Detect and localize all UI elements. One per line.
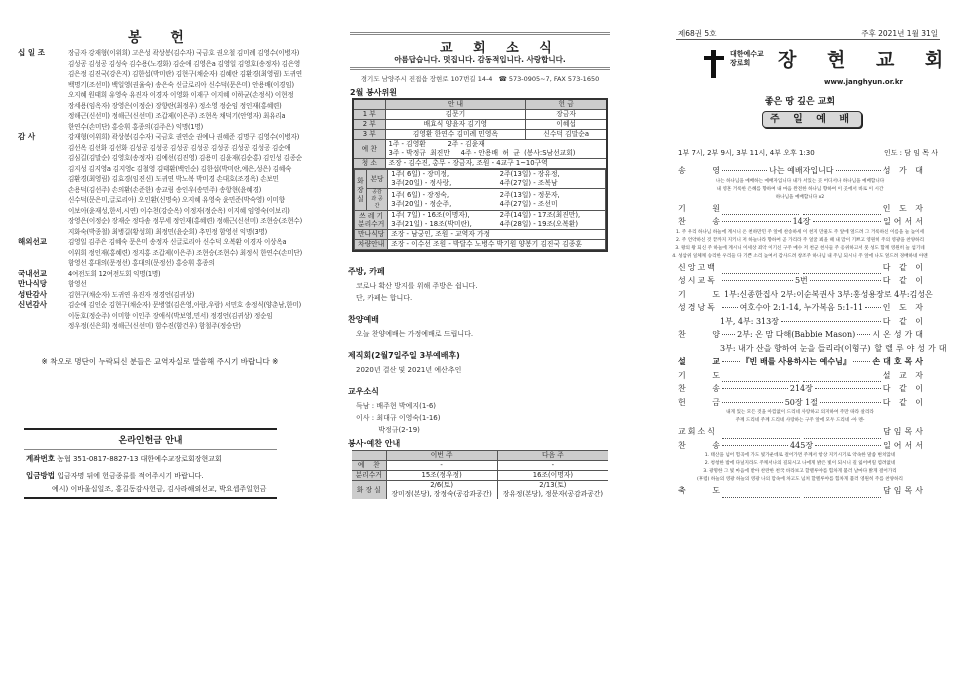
servers-title: 2월 봉사위원 <box>350 88 397 97</box>
row-value: 신수덕 김말순a <box>526 130 607 140</box>
servers-table <box>352 98 608 252</box>
order-person: 시온성가대 <box>872 330 926 339</box>
col-this-week: 이번 주 <box>386 451 497 461</box>
space-label: 공감과 공간 <box>366 189 387 211</box>
leader-dots <box>810 280 881 281</box>
name-line: 김현구(채순자) 도귀연 유진자 정경언(김귀상) <box>68 290 195 299</box>
order-item <box>678 369 926 383</box>
name-line: 김순애 김인순 김현구(채순자) 문병열(김은영,아람,우람) 서민호 송정식(양춘남,한미) <box>68 301 301 309</box>
order-item <box>678 396 926 410</box>
name-line: 한연수(손미단) 홍승휘 홍종의(김주은) 익명(1명) <box>68 122 203 131</box>
name-line: 장세용(임옥자) 장영은(이정순) 장향란(최정우) 정소영 정순임 정인재(홍혜련) <box>68 101 282 110</box>
name-line: 4여전도회 12여전도회 익명(1명) <box>68 269 161 278</box>
lyrics-line: 4. 성삼위 일체께 승리한 우리들 다 기쁜 소리 높여서 감사드려 창조주 하나님 내 주님 되시니 주 앞에 나도 엎드려 경배하네 아멘 <box>672 253 928 259</box>
order-content <box>720 497 883 498</box>
name-line: 김성공 김성공 김성숙 김수용(노경화) 김순애 김영은a 김영일 김영호(송정자) 김은영 <box>68 59 301 68</box>
name-line: 정해근(신선미) 정해근(신선미) 조갑제(이은주) 조현옥 채덕기(안영자) 최유리a <box>68 112 286 120</box>
yechan-label: 예 찬 <box>353 140 385 159</box>
offering-section <box>18 132 318 237</box>
table-row <box>352 471 608 481</box>
news-title: 교 회 소 식 <box>440 41 560 56</box>
order-person: 담임목사 <box>883 427 926 436</box>
order-label: 기 원 <box>678 203 720 213</box>
motto: 좋은 땅 깊은 교회 <box>764 97 836 107</box>
trash-duty: 3주(21일) - 18조(박미란), <box>391 220 472 228</box>
name-line: 김영일 김주은 김혜숙 문은미 송정자 신글로리아 신수덕 오복환 이경자 이상옥a <box>68 238 287 246</box>
order-person: 인 도 자 <box>882 303 926 312</box>
row-value: 배효식 양윤자 김기영 <box>385 120 526 130</box>
order-item <box>678 315 926 329</box>
online-offering-title: 온라인헌금 안내 <box>24 430 277 450</box>
order-label: 찬 송 <box>678 217 720 226</box>
row-label: 예 찬 <box>352 461 386 471</box>
row-value: - <box>386 461 497 471</box>
order-text: 5번 <box>794 276 808 285</box>
order-item <box>678 328 926 342</box>
trash-duty: 1주( 7일) - 16조(이명자), <box>391 211 470 219</box>
manna-value: 조장 - 남궁인, 조원 - 교역자 가정 <box>388 230 606 240</box>
leader-dots <box>781 321 881 322</box>
omission-notice: ※ 착오로 명단이 누락되신 분들은 교역자실로 말씀해 주시기 바랍니다 ※ <box>41 357 279 366</box>
lyrics-line: 하나님을 예배합니다 x2 <box>775 194 825 200</box>
order-label: 찬 양 <box>678 330 720 339</box>
order-content <box>720 215 883 229</box>
news-line: 박정규(2-19) <box>356 426 420 434</box>
lyrics-line: 1. 주 우리 하나님 하늘에 계시니 온 천하만민 주 앞에 찬송하세 이 천지 만물도 주 앞에 엎드려 그 거룩하신 이름을 늘 높이세 <box>675 229 925 235</box>
offering-section <box>18 269 318 280</box>
order-text: 445장 <box>790 440 814 450</box>
leader-dots <box>820 402 881 403</box>
toilet-duty: 2주(13일) - 정문자, <box>499 190 560 199</box>
leader-dots <box>722 402 783 403</box>
method-example: 예시) 이바울십일조, 홍길동감사헌금, 김사라해외선교, 박요셉주일헌금 <box>52 485 267 493</box>
corner-cell <box>353 99 385 110</box>
section-label: 감 사 <box>18 132 36 141</box>
section-names <box>68 132 318 237</box>
order-person: 일어서서 <box>883 217 926 226</box>
order-item <box>678 261 926 275</box>
trash-duty: 2주(14일) - 17조(최진만), <box>499 211 581 219</box>
toilet-duty: 1주( 6일) - 장미정, <box>391 170 450 178</box>
section-label: 신년감사 <box>18 300 47 309</box>
order-text: 2부: 온 맘 다해(Babbie Mason) <box>737 330 856 339</box>
phone: ☎ 573-0905~7, FAX 573-1650 <box>498 75 600 83</box>
toilet-duty: 1주( 6일) - 장정숙, <box>391 190 450 199</box>
order-label: 교회소식 <box>678 427 717 436</box>
row-value: 김영환 한연수 김미례 민영옥 <box>385 130 526 140</box>
order-person: 손대호목사 <box>872 356 926 366</box>
leader-dots <box>722 334 735 335</box>
order-person: 다 같 이 <box>882 262 926 272</box>
toilet-duty: 3주(20일) - 정순주, <box>391 199 452 208</box>
order-item <box>678 215 926 229</box>
service-banner: 주 일 예 배 <box>762 111 862 128</box>
order-content <box>720 315 883 329</box>
account-label: 계좌번호 <box>26 454 55 463</box>
method-label: 입금방법 <box>26 471 55 480</box>
name-line: 손용덕(김선주) 손의환(손준한) 송교림 송인우(송민주) 송항현(윤혜경) <box>68 185 262 194</box>
account-number: 농협 351-0817-8827-13 대한예수교장로회장현교회 <box>57 455 222 463</box>
section-names <box>68 279 318 290</box>
order-text: 14장 <box>792 217 811 226</box>
denomination: 대한예수교 장로회 <box>730 50 764 67</box>
order-item <box>678 355 926 369</box>
yechan-line: 1주 - 김영환 2주 - 김윤재 <box>388 140 485 148</box>
order-item <box>678 342 950 356</box>
lyrics-line: 주께 드리네 주께 드리네 사랑하는 구주 앞에 모두 드리네 -아 멘- <box>735 418 865 423</box>
yechan-line: 3주 - 박정규 최진만 4주 - 안용배 허 균 (봉사:S남선교회) <box>388 149 576 157</box>
order-item <box>678 288 933 302</box>
order-text: 3부: 내가 산을 향하여 눈을 들리라(이형구) <box>720 343 871 353</box>
leader-dots <box>853 361 871 362</box>
leader-dots <box>722 388 788 389</box>
toilet-label: 화 장 실 <box>352 481 386 500</box>
leader-dots <box>722 170 767 171</box>
order-content <box>720 288 933 302</box>
lyrics-line: (후렴) 하늘의 영광 하늘의 영광 나의 맘속에 차고도 넘쳐 할렐루야를 힘차게 불러 영원히 주를 찬양하리 <box>697 477 903 482</box>
divider <box>350 32 610 35</box>
toilet-duty: 4주(27일) - 조선미 <box>499 199 558 208</box>
order-text: 『빈 배를 사용하시는 예수님』 <box>741 356 851 366</box>
name-line: 김은정 김진국(강은지) 김한섭(박미란) 김현구(채순자) 김혜란 김환경(최영림) 도귀연 <box>68 70 302 78</box>
offering-title: 봉 헌 <box>128 30 196 46</box>
name-line: 김심길(김말순) 김영호(송정자) 김예선(김진영) 김용미 김윤재(김순홍) 김인성 김종순 <box>68 154 302 162</box>
clean-label: 청 소 <box>353 159 385 169</box>
leader-dots <box>815 445 881 446</box>
service-leader: 인도 : 담 임 목 사 <box>883 149 938 157</box>
col-offering: 헌 금 <box>526 99 607 110</box>
order-label: 찬 송 <box>678 440 720 450</box>
duty-title: 봉사·예찬 안내 <box>348 439 401 448</box>
order-label: 기 도 <box>678 289 720 299</box>
order-person: 할렐루야성가대 <box>874 343 950 353</box>
order-person: 다 같 이 <box>882 397 926 407</box>
corner-cell <box>352 451 386 461</box>
order-label: 성시교독 <box>678 276 717 285</box>
row-label: 3 부 <box>353 130 385 140</box>
method-text: 입금자명 뒤에 헌금종류를 적어주시기 바랍니다. <box>57 472 204 480</box>
name-line: 오지혜 원태희 유영숙 유진자 이경자 이영화 이재구 이지혜 이하균(손정식) 이현정 <box>68 91 294 99</box>
order-label: 찬 송 <box>678 384 720 393</box>
lyrics-line: 3. 왕의 왕 되신 주 하늘에 계시니 이세상 죄악 이기신 구주 예수 저 천군 천사들 주 옹위하고서 뭇 성도 함께 영원히 늘 섬기네 <box>675 245 925 251</box>
news-line: 이사 : 최대규 이영숙(1-16) <box>356 414 441 422</box>
col-next-week: 다음 주 <box>497 451 608 461</box>
lyrics-line: 2. 주 언약하신 것 끝까지 지키니 저 하늘나라 향하여 곧 가리라 주 얼굴 뵈올 때 내 맘이 기쁘고 영원히 주의 영광을 찬양하리 <box>675 237 925 243</box>
name-line: 장영은(이정순) 장재순 정다솜 정무세 정인재(홍혜련) 정해근(신선미) 조현승(조현수) <box>68 217 302 225</box>
news-line: 2020년 결산 및 2021년 예산추인 <box>356 366 462 374</box>
lyrics-line: 1. 태산을 넘어 험곡에 가도 빛가운데로 걸어가면 주께서 항상 지키시기로 약속한 말씀 변치않네 <box>704 453 896 458</box>
order-content <box>720 328 872 342</box>
duty-table <box>352 450 608 499</box>
lyrics-line: 나는 하나님을 예배하는 예배자입니다 내가 서있는 곳 어디서나 하나님을 예배합니다 <box>715 178 885 184</box>
order-item <box>678 484 926 498</box>
name-line: 장금자 강재형(이위희) 고은성 곽상봉(김수자) 국금호 권오철 김미례 김영수(이병자) <box>68 49 300 57</box>
order-item <box>678 164 926 178</box>
news-heading: 주방, 카페 <box>348 267 385 276</box>
order-label: 성경낭독 <box>678 303 717 312</box>
duty-date: 2/13(토) <box>539 481 567 489</box>
news-heading: 교우소식 <box>348 387 379 396</box>
order-label: 축 도 <box>678 486 720 495</box>
order-person: 인 도 자 <box>882 203 926 213</box>
lyrics-line: 3. 광명한 그 빛 마음에 받아 찬란한 천국 바라보고 할렐루야를 힘차게 불러 날마다 밝게 걸어가리 <box>703 469 897 474</box>
order-content <box>720 355 872 369</box>
church-address <box>320 74 640 83</box>
name-line: 백명기(조선미) 백일영(권율숙) 송은숙 신글로리아 신수덕(문은미) 안용배(이경임) <box>68 80 294 89</box>
lyrics-line: 내게 있는 모든 것을 아낌없이 드리네 사랑하고 의지하여 주만 따라 살리라 <box>726 410 874 415</box>
order-item <box>678 274 926 288</box>
order-item <box>678 382 926 396</box>
church-name: 장 현 교 회 <box>778 49 956 71</box>
order-content <box>720 301 883 315</box>
main-hall-label: 본당 <box>366 170 387 189</box>
leader-dots <box>722 445 788 446</box>
offering-section <box>18 237 318 269</box>
leader-dots <box>722 307 738 308</box>
leader-dots <box>804 497 882 498</box>
leader-dots <box>865 307 881 308</box>
order-label: 설 교 <box>678 356 720 366</box>
news-heading: 제직회(2월7일주일 3부예배후) <box>348 351 460 360</box>
row-label: 분리수거 <box>352 471 386 481</box>
lyrics-line: 내 영혼 거룩한 은혜를 향하여 내 마음 완전한 하나님 향하여 이 곳에서 바로 이 시간 <box>716 186 884 192</box>
online-offering-box <box>24 428 277 499</box>
leader-dots <box>857 334 870 335</box>
order-content <box>720 396 883 410</box>
order-content <box>720 342 874 356</box>
row-value: 16조(이명자) <box>497 471 608 481</box>
trash-label: 쓰 레 기 분리수거 <box>355 211 388 230</box>
name-line: 지화숙(박종철) 최병길(황성희) 최정민(윤순희) 추민정 함영선 익명(3명) <box>68 227 268 236</box>
order-text: 214장 <box>789 384 813 393</box>
order-item <box>678 301 926 315</box>
date: 주후 2021년 1월 31일 <box>861 29 938 38</box>
order-of-worship <box>640 164 960 498</box>
toilet-label: 화 장 실 <box>355 170 367 211</box>
divider <box>676 39 940 40</box>
order-label: 헌 금 <box>678 397 720 407</box>
table-row <box>353 120 607 130</box>
toilet-duty: 3주(20일) - 정사랑, <box>391 179 452 187</box>
order-text: 여호수아 2:1-14, 누가복음 5:1-11 <box>739 303 864 312</box>
section-label: 만나식당 <box>18 279 47 288</box>
trash-duty: 4주(28일) - 19조(오복환) <box>499 220 579 228</box>
table-row <box>352 461 608 471</box>
leader-dots <box>722 361 740 362</box>
car-value: 조장 - 이수선 조원 - 박달수 노병수 박기원 양봉기 김진국 김종훈 <box>388 240 606 250</box>
news-line: 오늘 찬양예배는 가정예배로 드립니다. <box>356 330 474 338</box>
row-value: - <box>497 461 608 471</box>
method-row <box>24 467 277 484</box>
leader-dots <box>722 221 791 222</box>
section-names <box>68 237 318 269</box>
section-label: 십 일 조 <box>18 48 45 57</box>
offering-section <box>18 279 318 290</box>
news-line: 단, 카페는 합니다. <box>356 294 413 302</box>
order-label: 기 도 <box>678 370 720 380</box>
name-line: 신수덕(문은미,글로리아) 오인환(신명숙) 오지혜 유영숙 윤민준(박숙영) 이미향 <box>68 196 285 204</box>
row-value: 이혜섭 <box>526 120 607 130</box>
order-person: 다 같 이 <box>882 316 926 326</box>
order-content <box>720 274 883 288</box>
row-label: 2 부 <box>353 120 385 130</box>
section-names <box>68 290 318 301</box>
clean-value: 조장 - 김수진, 총무 - 장금자, 조원 - 4교구 1~10구역 <box>385 159 607 169</box>
order-text: 50장 1절 <box>784 397 818 407</box>
leader-dots <box>836 170 881 171</box>
cross-logo-icon <box>702 50 726 78</box>
car-label: 차량안내 <box>355 240 388 250</box>
church-url[interactable]: www.janghyun.or.kr <box>824 78 903 86</box>
order-text: 1부:신종한집사 2부:이순복권사 3부:홍성용장로 4부:김성은 <box>724 289 933 299</box>
name-line: 강재형(이위희) 곽상봉(김수자) 국금호 권연순 권예나 권혜준 김명구 김영수(이병자) <box>68 133 300 141</box>
order-person: 다 같 이 <box>882 384 926 393</box>
offering-section <box>18 300 318 332</box>
news-line: 득남 : 배주현 박예지(1-6) <box>356 402 437 410</box>
name-line: 정우정(신은희) 정해근(신선미) 함수진(함건우) 함철주(정승단) <box>68 322 241 330</box>
row-value: 김문기 <box>385 110 526 120</box>
news-heading: 찬양예배 <box>348 315 379 324</box>
row-value: 15조(정우정) <box>386 471 497 481</box>
row-value: 장금자 <box>526 110 607 120</box>
name-line: 이위희 정인재(홍혜련) 정지홍 조갑제(이은주) 조현승(조현수) 최정식 한연수(손미단) <box>68 248 302 257</box>
offering-section <box>18 48 318 132</box>
duty-names: 장미정(본당), 장정숙(공감과공간) <box>391 490 492 498</box>
news-subtitle: 아름답습니다. 멋집니다. 감동적입니다. 사랑합니다. <box>394 55 566 64</box>
news-items <box>320 256 640 436</box>
divider <box>350 67 610 70</box>
name-line: 함영선 홍대의(문정선) 홍대의(문정선) 홍승휘 홍종의 <box>68 259 215 267</box>
order-content <box>720 164 883 178</box>
service-times: 1부 7시, 2부 9시, 3부 11시, 4부 오후 1:30 <box>678 149 815 157</box>
name-line: 함영선 <box>68 280 87 288</box>
order-text: 1부, 4부: 313장 <box>720 316 779 326</box>
order-item <box>678 202 926 216</box>
order-content <box>720 382 883 396</box>
toilet-duty: 2주(13일) - 장유정, <box>499 170 560 178</box>
order-person: 일어서서 <box>883 440 926 450</box>
table-row <box>353 110 607 120</box>
leader-dots <box>813 221 882 222</box>
leader-dots <box>722 497 800 498</box>
volume: 제68권 5호 <box>678 29 717 38</box>
section-label: 해외선교 <box>18 237 47 246</box>
name-line: 김지성 김지영a 김지영c 김철영 김태환(백인순) 김한섭(박미란,예은,성은) 김혜숙 <box>68 164 292 173</box>
offering-section <box>18 290 318 301</box>
order-item <box>678 439 926 453</box>
row-label: 1 부 <box>353 110 385 120</box>
duty-date: 2/6(토) <box>430 481 454 489</box>
order-text: 나는 예배자입니다 <box>769 166 834 175</box>
order-person: 설 교 자 <box>882 370 926 380</box>
col-guide: 안 내 <box>385 99 526 110</box>
order-content <box>720 439 883 453</box>
duty-names: 장유정(본당), 정문자(공감과공간) <box>502 490 604 498</box>
order-person: 성 가 대 <box>882 166 926 175</box>
table-row <box>353 130 607 140</box>
leader-dots <box>815 388 881 389</box>
account-row <box>24 450 277 467</box>
toilet-duty: 4주(27일) - 조복남 <box>499 179 558 187</box>
order-label: 신앙고백 <box>678 262 717 272</box>
name-line: 이보아(윤재성,한서,시연) 이수천(강순옥) 이정자(정순옥) 이지혜 임영숙(이보리) <box>68 206 290 215</box>
section-names <box>68 300 318 332</box>
manna-label: 만나식당 <box>355 230 388 240</box>
section-label: 국내선교 <box>18 268 47 278</box>
name-line: 김환경(최영림) 김효경(임진신) 도귀연 박노복 박미경 손대호(조경옥) 손보민 <box>68 175 279 183</box>
leader-dots <box>722 280 793 281</box>
order-item <box>678 425 926 439</box>
section-names <box>68 48 318 132</box>
order-label: 송 영 <box>678 166 720 175</box>
offering-list <box>18 48 318 332</box>
section-label: 성탄감사 <box>18 289 47 299</box>
name-line: 김선옥 김선화 김선화 김성공 김성공 김성공 김성공 김성공 김성공 김성공 김순애 <box>68 143 291 152</box>
order-person: 다 같 이 <box>882 276 926 285</box>
news-line: 코로나 확산 방지를 위해 주방은 쉽니다. <box>356 282 478 290</box>
section-names <box>68 269 318 280</box>
address: 경기도 남양주시 진접읍 장현로 107번길 14-4 <box>360 75 493 83</box>
order-person: 담임목사 <box>883 486 926 495</box>
lyrics-line: 2. 청청한 밤에 다닐지라도 주께서나의 길되시고 나에게 밝은 빛이 되시니 길 잃어버릴 염려없네 <box>704 461 896 466</box>
name-line: 이동호(정순주) 이미향 이인주 장애식(박보영,민서) 정경언(김귀상) 정순임 <box>68 311 273 320</box>
